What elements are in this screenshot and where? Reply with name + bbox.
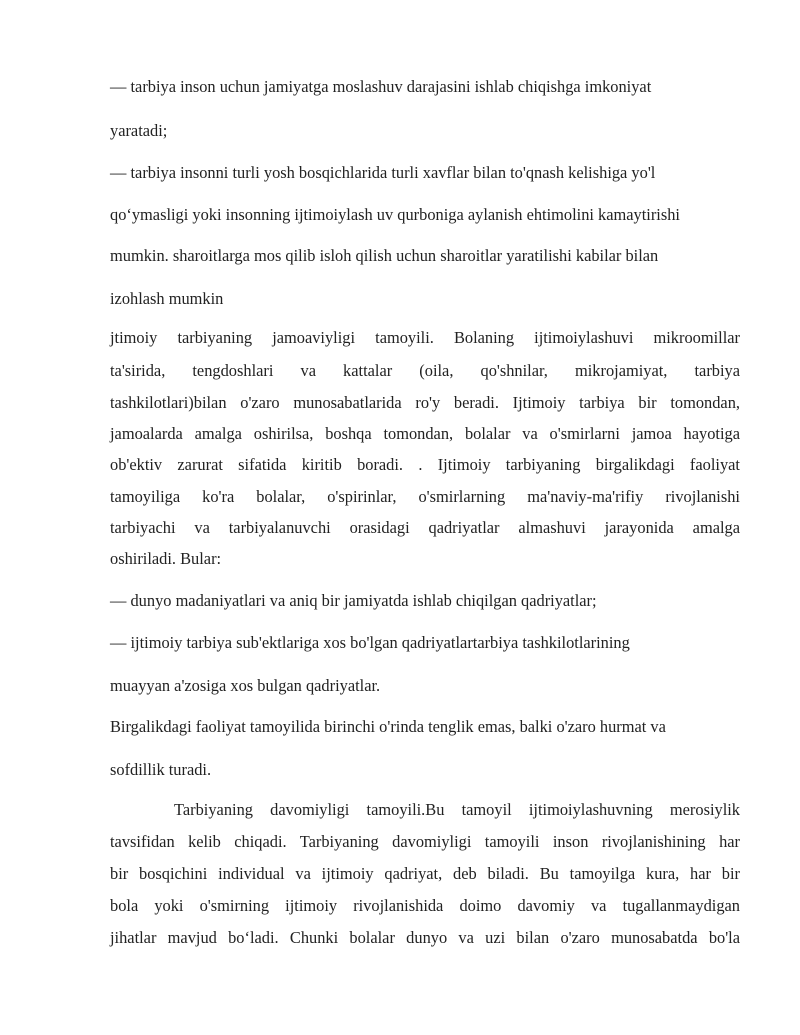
text-line: izohlash mumkin bbox=[110, 289, 224, 308]
text-line: jtimoiy tarbiyaning jamoaviyligi tamoyili. Bolaning ijtimoiylashuvi mikroomillar bbox=[110, 328, 740, 347]
text-line: tarbiyachi va tarbiyalanuvchi orasidagi qadriyatlar almashuvi jarayonida amalga bbox=[110, 518, 740, 537]
text-line: — dunyo madaniyatlari va aniq bir jamiyatda ishlab chiqilgan qadriyatlar; bbox=[110, 591, 597, 610]
text-line: bir bosqichini individual va ijtimoiy qadriyat, deb biladi. Bu tamoyilga kura, har bir bbox=[110, 864, 740, 883]
text-line: qo‘ymasligi yoki insonning ijtimoiylash uv qurboniga aylanish ehtimolini kamaytirishi bbox=[110, 205, 680, 224]
text-line: ta'sirida, tengdoshlari va kattalar (oila, qo'shnilar, mikrojamiyat, tarbiya bbox=[110, 361, 740, 380]
text-line: jihatlar mavjud bo‘ladi. Chunki bolalar dunyo va uzi bilan o'zaro munosabatda bo'la bbox=[110, 928, 740, 947]
text-line: ob'ektiv zarurat sifatida kiritib boradi. . Ijtimoiy tarbiyaning birgalikdagi faoliyat bbox=[110, 455, 740, 474]
text-line: jamoalarda amalga oshirilsa, boshqa tomondan, bolalar va o'smirlarni jamoa hayotiga bbox=[110, 424, 740, 443]
text-line: muayyan a'zosiga xos bulgan qadriyatlar. bbox=[110, 676, 381, 695]
text-line: Birgalikdagi faoliyat tamoyilida birinchi o'rinda tenglik emas, balki o'zaro hurmat va bbox=[110, 717, 666, 736]
text-line: tavsifidan kelib chiqadi. Tarbiyaning davomiyligi tamoyili inson rivojlanishining har bbox=[110, 832, 740, 851]
text-line: mumkin. sharoitlarga mos qilib isloh qilish uchun sharoitlar yaratilishi kabilar bilan bbox=[110, 246, 659, 265]
text-line: sofdillik turadi. bbox=[110, 760, 212, 779]
text-line: Tarbiyaning davomiyligi tamoyili.Bu tamoyil ijtimoiylashuvning merosiylik bbox=[174, 800, 740, 819]
text-line: yaratadi; bbox=[110, 121, 168, 140]
text-line: — ijtimoiy tarbiya sub'ektlariga xos bo'lgan qadriyatlartarbiya tashkilotlarining bbox=[110, 633, 630, 652]
text-line: tamoyiliga ko'ra bolalar, o'spirinlar, o'smirlarning ma'naviy-ma'rifiy rivojlanishi bbox=[110, 487, 740, 506]
text-line: bola yoki o'smirning ijtimoiy rivojlanishida doimo davomiy va tugallanmaydigan bbox=[110, 896, 740, 915]
text-line: — tarbiya insonni turli yosh bosqichlarida turli xavflar bilan to'qnash kelishiga yo'l bbox=[110, 163, 656, 182]
text-line: tashkilotlari)bilan o'zaro munosabatlarida ro'y beradi. Ijtimoiy tarbiya bir tomondan, bbox=[110, 393, 740, 412]
text-line: oshiriladi. Bular: bbox=[110, 549, 222, 568]
text-line: — tarbiya inson uchun jamiyatga moslashuv darajasini ishlab chiqishga imkoniyat bbox=[110, 77, 652, 96]
